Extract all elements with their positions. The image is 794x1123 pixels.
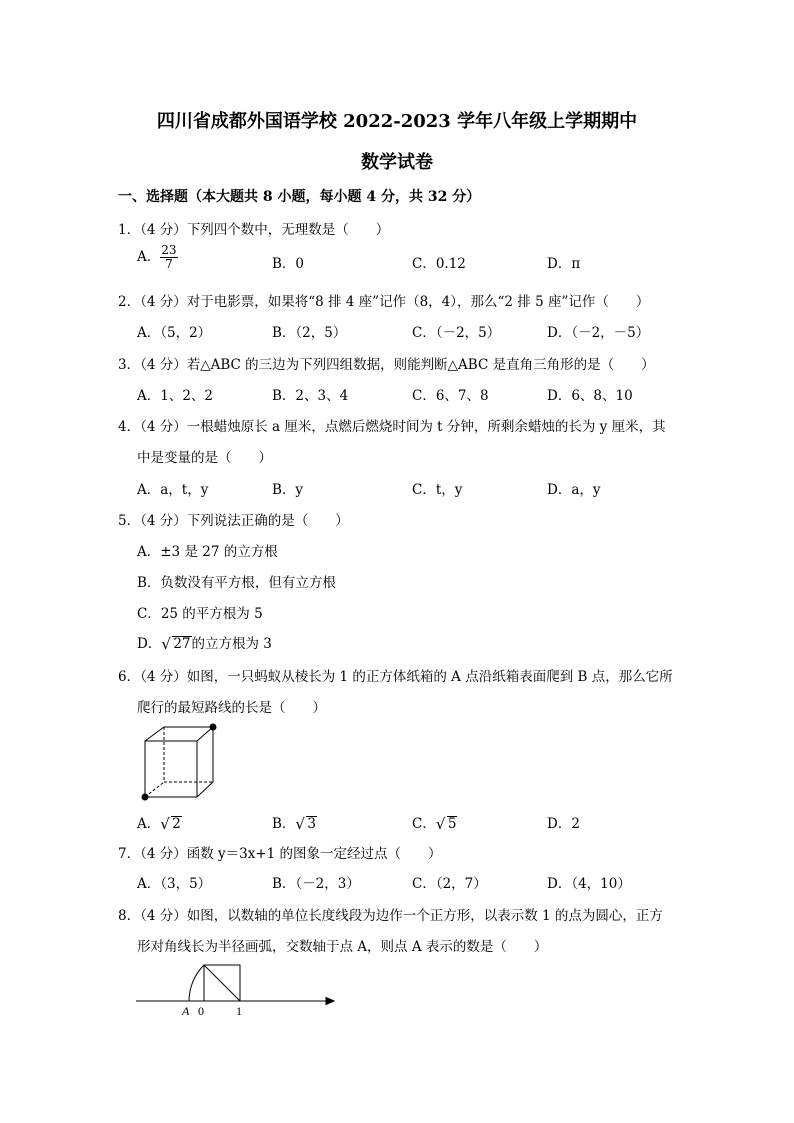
question-2-option-c: C．（－2，5） xyxy=(412,325,501,341)
question-6-stem-line1: 6．（4 分）如图，一只蚂蚁从棱长为 1 的正方体纸箱的 A 点沿纸箱表面爬到 B 点，那么它所 xyxy=(118,669,673,685)
question-5-option-a: A．±3 是 27 的立方根 xyxy=(137,544,278,560)
question-1-stem: 1．（4 分）下列四个数中，无理数是（ ） xyxy=(118,222,390,238)
option-letter: A． xyxy=(137,249,161,265)
question-1-option-b: B．0 xyxy=(272,256,305,272)
question-4-stem-line1: 4．（4 分）一根蜡烛原长 a 厘米，点燃后燃烧时间为 t 分钟，所剩余蜡烛的长为 y 厘米，其 xyxy=(118,419,666,435)
label-one: 1 xyxy=(236,1004,242,1018)
question-8-stem-line1: 8．（4 分）如图，以数轴的单位长度线段为边作一个正方形，以表示数 1 的点为圆心，正方 xyxy=(118,908,663,924)
cube-edge xyxy=(145,727,164,741)
section-header: 一、选择题（本大题共 8 小题，每小题 4 分，共 32 分） xyxy=(118,189,481,205)
question-2-option-b: B．（2，5） xyxy=(272,325,347,341)
question-2-option-a: A．（5，2） xyxy=(137,325,212,341)
paper-title-line2: 数学试卷 xyxy=(361,152,433,173)
question-8-stem-line2: 形对角线长为半径画弧，交数轴于点 A，则点 A 表示的数是（ ） xyxy=(137,939,548,955)
question-3-stem: 3．（4 分）若△ABC 的三边为下列四组数据，则能判断△ABC 是直角三角形的是（ ） xyxy=(118,357,655,373)
number-line-figure xyxy=(136,960,341,1020)
option-letter: A． xyxy=(137,816,161,832)
question-1-option-c: C．0.12 xyxy=(412,256,466,272)
question-5-option-d xyxy=(137,632,272,652)
cube-figure xyxy=(140,722,220,802)
radicand: 3 xyxy=(307,816,317,832)
question-6-option-c xyxy=(412,812,457,832)
numerator: 23 xyxy=(161,243,177,257)
point-a-dot xyxy=(142,794,149,801)
denominator: 7 xyxy=(165,257,173,271)
question-7-option-b: B．（－2，3） xyxy=(272,876,360,892)
fraction xyxy=(160,244,177,271)
question-1-option-d: D．π xyxy=(547,256,581,272)
cube-front-face xyxy=(145,741,197,797)
compass-arc xyxy=(189,965,204,1001)
cube-edge xyxy=(197,782,213,797)
question-5-option-c: C．25 的平方根为 5 xyxy=(137,606,263,622)
label-a: A xyxy=(182,1004,190,1018)
question-2-stem: 2．（4 分）对于电影票，如果将“8 排 4 座”记作（8，4），那么“2 排 5 座”记作（ ） xyxy=(118,294,650,310)
paper-title-line1: 四川省成都外国语学校 2022-2023 学年八年级上学期期中 xyxy=(156,111,638,132)
point-b-dot xyxy=(210,724,217,731)
question-7-option-a: A．（3，5） xyxy=(137,876,212,892)
question-6-option-b xyxy=(272,812,317,832)
question-4-stem-line2: 中是变量的是（ ） xyxy=(137,450,272,466)
question-3-option-a: A．1、2、2 xyxy=(137,388,214,404)
label-zero: 0 xyxy=(198,1004,204,1018)
question-3-option-d: D．6、8、10 xyxy=(547,388,633,404)
radicand: 2 xyxy=(172,816,181,832)
question-4-option-b: B．y xyxy=(272,482,304,498)
question-5-option-b: B．负数没有平方根，但有立方根 xyxy=(137,575,336,591)
square-root xyxy=(295,816,317,832)
question-6-option-d: D．2 xyxy=(547,816,580,832)
square-root xyxy=(160,816,182,832)
question-4-option-c: C．t，y xyxy=(412,482,463,498)
question-3-option-b: B．2、3、4 xyxy=(272,388,349,404)
question-4-option-d: D．a，y xyxy=(547,482,601,498)
question-7-stem: 7．（4 分）函数 y＝3x+1 的图象一定经过点（ ） xyxy=(118,846,442,862)
question-6-option-a xyxy=(137,812,182,832)
radicand: 5 xyxy=(447,816,457,832)
option-letter: C． xyxy=(412,816,436,832)
axis-arrow xyxy=(326,998,334,1005)
square-diagonal xyxy=(204,965,240,1001)
question-1-option-a xyxy=(137,244,178,271)
question-6-stem-line2: 爬行的最短路线的长是（ ） xyxy=(137,700,326,716)
option-letter: B． xyxy=(272,816,296,832)
question-5-stem: 5．（4 分）下列说法正确的是（ ） xyxy=(118,513,349,529)
cube-hidden-edge xyxy=(145,782,164,797)
question-4-option-a: A．a，t，y xyxy=(137,482,209,498)
question-3-option-c: C．6、7、8 xyxy=(412,388,489,404)
square-root xyxy=(161,636,191,652)
question-7-option-d: D．（4，10） xyxy=(547,876,631,892)
square-root xyxy=(436,816,458,832)
radicand: 27 xyxy=(173,636,191,652)
question-2-option-d: D．（－2，－5） xyxy=(547,325,650,341)
option-letter: D． xyxy=(137,636,162,652)
option-rest: 的立方根为 3 xyxy=(191,636,272,652)
question-7-option-c: C．（2，7） xyxy=(412,876,487,892)
